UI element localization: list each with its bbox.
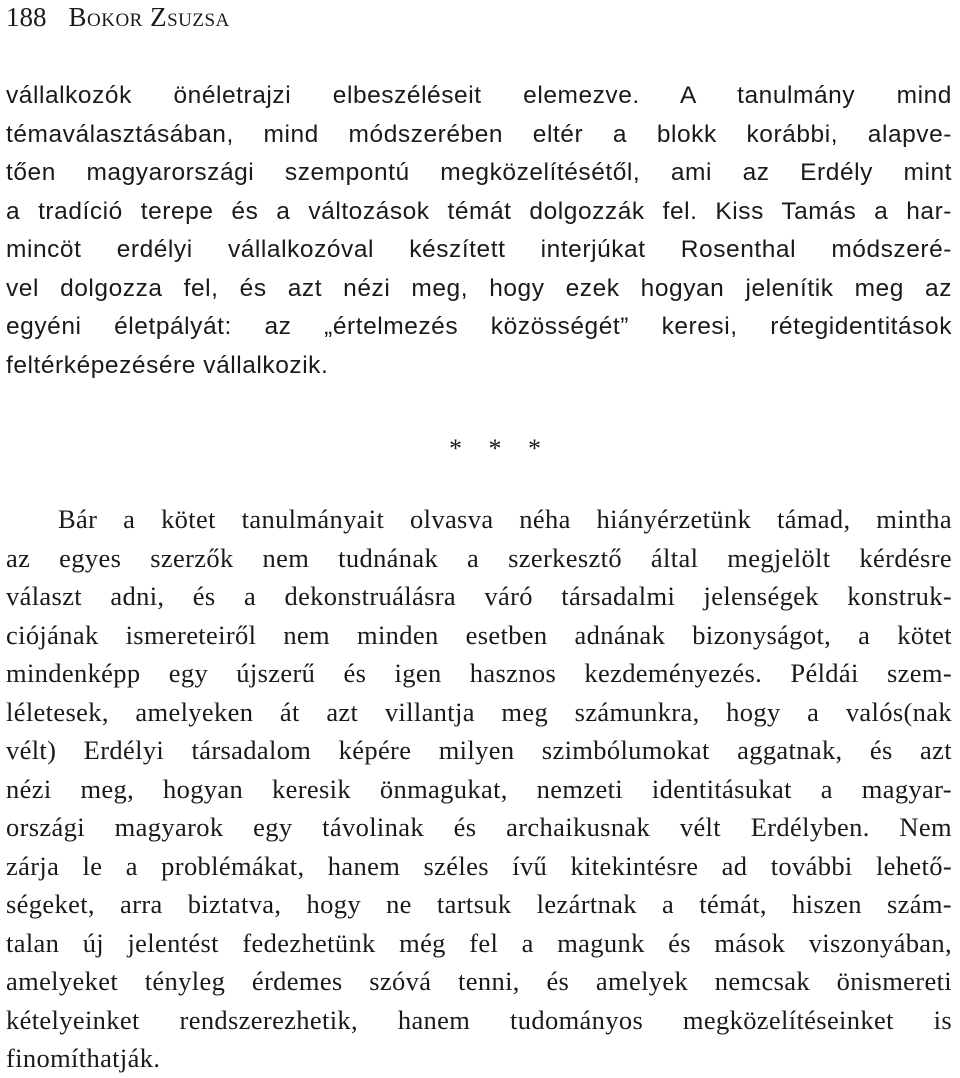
text-line: a tradíció terepe és a változások témát dolgozzák fel. Kiss Tamás a har- — [6, 197, 952, 225]
text-line: léletesek, amelyeken át azt villantja meg számunkra, hogy a valós(nak — [6, 696, 952, 727]
running-head-author: Bokor Zsuzsa — [68, 2, 230, 32]
text-line: talan új jelentést fedezhetünk még fel a magunk és mások viszonyában, — [6, 927, 952, 958]
paragraph-1 — [6, 77, 952, 385]
text-line: mindenképp egy újszerű és igen hasznos kezdeményezés. Példái szem- — [6, 658, 952, 688]
text-line: választ adni, és a dekonstruálásra váró társadalmi jelenségek konstruk- — [6, 581, 952, 611]
text-line: az egyes szerzők nem tudnának a szerkesztő által megjelölt kérdésre — [6, 542, 952, 573]
text-line: feltérképezésére vállalkozik. — [6, 351, 329, 379]
page-number: 188 — [6, 2, 47, 32]
text-line: ségeket, arra biztatva, hogy ne tartsuk lezártnak a témát, hiszen szám- — [6, 889, 952, 919]
text-line: finomíthatják. — [6, 1043, 161, 1073]
text-line: amelyeket tényleg érdemes szóvá tenni, és amelyek nemcsak önismereti — [6, 966, 952, 996]
text-line: egyéni életpályát: az „értelmezés közösségét” keresi, rétegidentitások — [6, 313, 952, 340]
text-line: nézi meg, hogyan keresik önmagukat, nemzeti identitásukat a magyar- — [6, 773, 952, 804]
running-head — [6, 0, 230, 34]
text-line: vállalkozók önéletrajzi elbeszéléseit elemezve. A tanulmány mind — [6, 82, 952, 109]
text-line: kételyeinket rendszerezhetik, hanem tudományos megközelítéseinket is — [6, 1004, 952, 1035]
text-line: vélt) Erdélyi társadalom képére milyen szimbólumokat aggatnak, és azt — [6, 735, 952, 765]
text-line: vel dolgozza fel, és azt nézi meg, hogy ezek hogyan jelenítik meg az — [6, 274, 952, 302]
text-line: témaválasztásában, mind módszerében eltér a blokk korábbi, alapve- — [6, 120, 952, 148]
paragraph-2 — [6, 500, 952, 1078]
text-line: országi magyarok egy távolinak és archaikusnak vélt Erdélyben. Nem — [6, 812, 952, 842]
text-line: zárja le a problémákat, hanem széles ívű kitekintésre ad további lehető- — [6, 850, 952, 881]
text-line: Bár a kötet tanulmányait olvasva néha hiányérzetünk támad, mintha — [58, 504, 952, 534]
text-line: tően magyarországi szempontú megközelítésétől, ami az Erdély mint — [6, 159, 952, 186]
text-line: ciójának ismereteiről nem minden esetben adnának bizonyságot, a kötet — [6, 619, 952, 650]
text-line: mincöt erdélyi vállalkozóval készített interjúkat Rosenthal módszeré- — [6, 236, 952, 263]
section-separator: * * * — [449, 434, 551, 463]
